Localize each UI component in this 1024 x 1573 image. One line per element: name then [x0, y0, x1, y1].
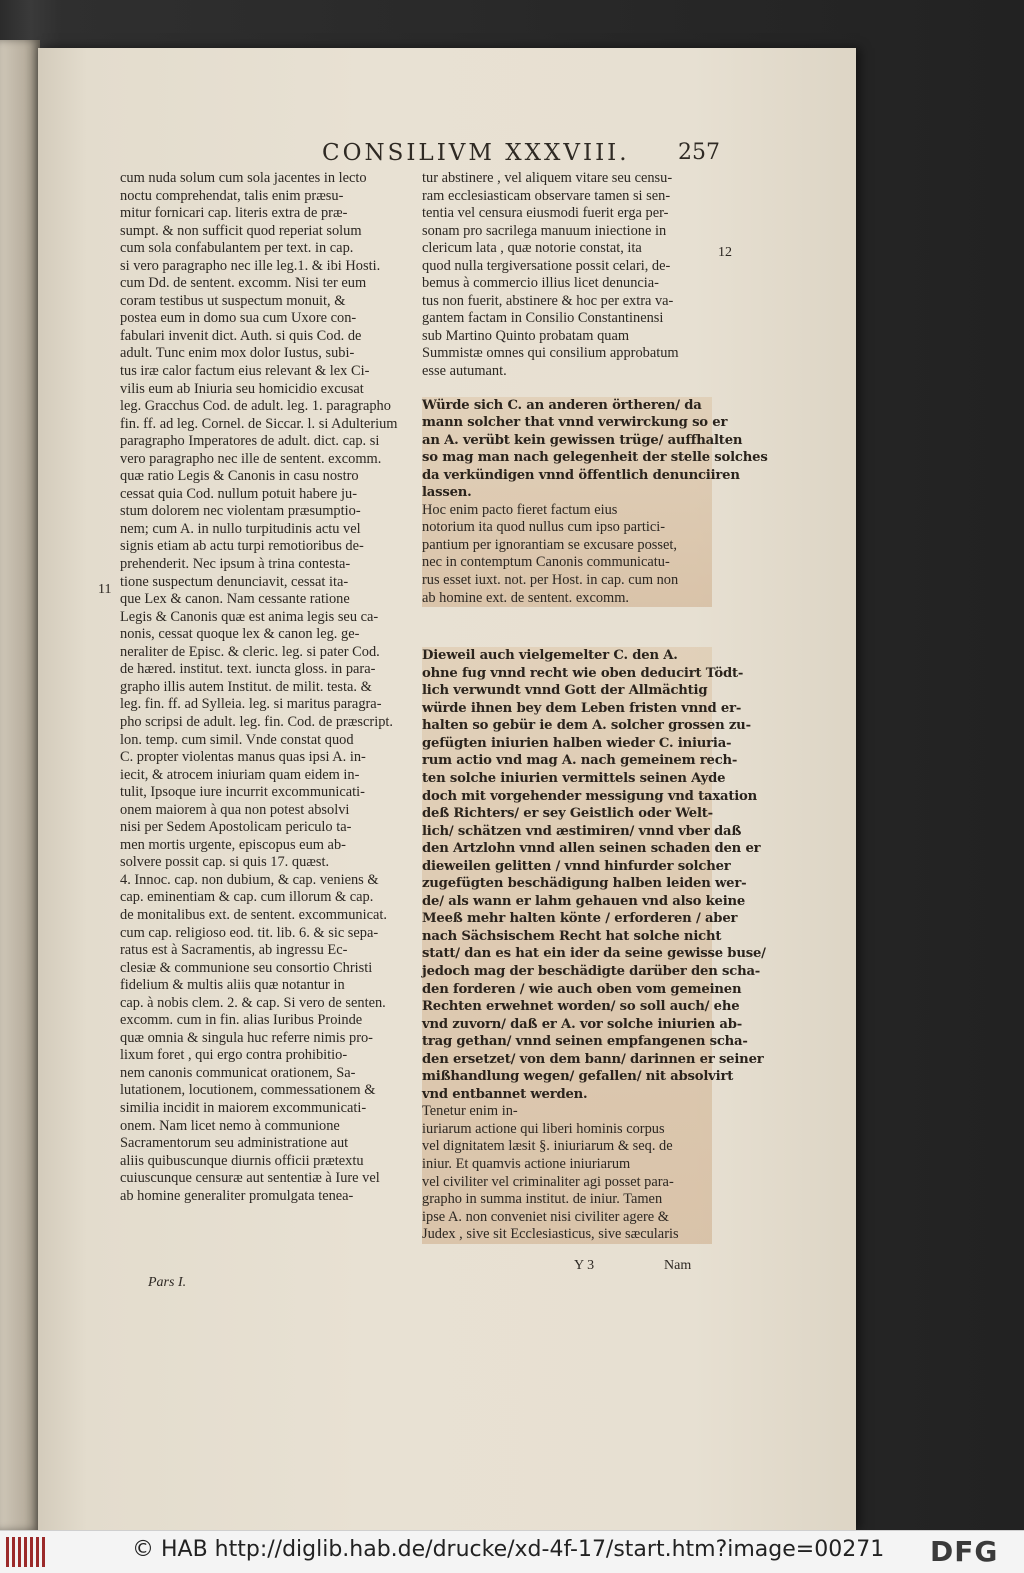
text-line: notorium ita quod nullus cum ipso partici-	[422, 519, 666, 536]
german-text-line: zugefügten beschädigung halben leiden wer-	[422, 876, 747, 892]
german-text-line: deß Richters/ er sey Geistlich oder Welt-	[422, 806, 713, 822]
text-line: ipse A. non conveniet nisi civiliter agere &	[422, 1208, 669, 1225]
german-text-line: jedoch mag der beschädigte darüber den scha-	[422, 963, 761, 979]
german-text-line: trag gethan/ vnnd seinen empfangenen scha-	[422, 1034, 748, 1050]
text-line: tione suspectum denunciavit, cessat ita-	[120, 573, 349, 590]
text-line: cuiuscunque censuræ aut sententiæ à Iure vel	[120, 1170, 380, 1187]
german-text-line: statt/ dan es hat ein ider da seine gewisse buse/	[422, 946, 766, 962]
page-number: 257	[678, 140, 720, 165]
text-line: solvere possit cap. si quis 17. quæst.	[120, 854, 330, 871]
block-gap	[422, 381, 712, 397]
german-text-line: lich verwundt vnnd Gott der Allmächtig	[422, 683, 708, 699]
pars-note: Pars I.	[148, 1275, 187, 1290]
text-line: lutationem, locutionem, commessationem &	[120, 1082, 376, 1099]
text-line: cum sola confabulantem per text. in cap.	[120, 240, 354, 257]
german-text-line: Rechten erwehnet worden/ so soll auch/ ehe	[422, 999, 740, 1015]
signature-mark: Y 3	[574, 1258, 595, 1273]
text-line: tentia vel censura eiusmodi fuerit erga per-	[422, 205, 669, 222]
text-line: nonis, cessat quoque lex & canon leg. ge-	[120, 626, 360, 643]
german-text-line: ten solche iniurien vermittels seinen Ayde	[422, 770, 726, 786]
text-line: fin. ff. ad leg. Cornel. de Siccar. l. si Adulterium	[120, 415, 398, 432]
text-line: rus esset iuxt. not. per Host. in cap. cum non	[422, 572, 679, 589]
text-line: Sacramentorum seu administratione aut	[120, 1135, 349, 1152]
text-line: aliis quibuscunque diurnis officii prætextu	[120, 1152, 364, 1169]
catchword: Nam	[664, 1258, 692, 1273]
text-line: si vero paragrapho nec ille leg.1. & ibi Hosti.	[120, 257, 381, 274]
text-line: lon. temp. cum simil. Vnde constat quod	[120, 731, 354, 748]
previous-page-edge	[0, 40, 40, 1530]
text-line: gantem factam in Consilio Constantinensi	[422, 310, 664, 327]
text-line: leg. Gracchus Cod. de adult. leg. 1. paragrapho	[120, 398, 391, 415]
text-line: mitur fornicari cap. literis extra de præ-	[120, 205, 348, 222]
text-line: Summistæ omnes qui consilium approbatum	[422, 345, 679, 362]
text-line: quæ ratio Legis & Canonis in casu nostro	[120, 468, 359, 485]
text-line: de monitalibus ext. de sentent. excommunicat.	[120, 906, 387, 923]
text-line: sonam pro sacrilega manuum iniectione in	[422, 222, 667, 239]
text-line: bemus à commercio illius licet denuncia-	[422, 275, 659, 292]
german-text-line: mißhandlung wegen/ gefallen/ nit absolvirt	[422, 1069, 734, 1085]
text-line: nem; cum A. in nullo turpitudinis actu vel	[120, 520, 361, 537]
text-line: nem canonis communicat orationem, Sa-	[120, 1064, 356, 1081]
dfg-logo: DFG	[930, 1535, 999, 1568]
text-line: tus non fuerit, abstinere & hoc per extra va-	[422, 292, 674, 309]
text-line: onem. Nam licet nemo à communione	[120, 1117, 340, 1134]
text-line: vero paragrapho nec ille de sentent. excomm.	[120, 450, 382, 467]
text-line: excomm. cum in fin. alias Iuribus Proinde	[120, 1012, 363, 1029]
margin-number-left: 11	[98, 582, 112, 597]
text-line: similia incidit in maiorem excommunicati-	[120, 1099, 367, 1116]
text-line: neraliter de Episc. & cleric. leg. si pater Cod.	[120, 643, 380, 660]
text-line: cap. à nobis clem. 2. & cap. Si vero de senten.	[120, 994, 386, 1011]
text-line: ab homine generaliter promulgata tenea-	[120, 1187, 354, 1204]
text-line: signis etiam ab actu turpi remotioribus de-	[120, 538, 364, 555]
text-line: postea eum in domo sua cum Uxore con-	[120, 310, 357, 327]
left-column	[120, 170, 408, 1280]
text-line: vel dignitatem læsit §. iniuriarum & seq. de	[422, 1138, 673, 1155]
text-line: cessat quia Cod. nullum potuit habere ju-	[120, 485, 357, 502]
text-line: prehenderit. Nec ipsum à trina contesta-	[120, 556, 351, 573]
text-line: quæ omnia & singula huc referre nimis pro-	[120, 1029, 373, 1046]
text-line: pho scripsi de adult. leg. fin. Cod. de præscript.	[120, 713, 393, 730]
text-line: clericum lata , quæ notorie constat, ita	[422, 240, 642, 257]
text-line: leg. fin. ff. ad Sylleia. leg. si maritus paragra-	[120, 696, 382, 713]
footer-bar	[0, 1530, 1024, 1573]
text-line: onem maiorem à qua non potest absolvi	[120, 801, 350, 818]
german-text-line: halten so gebür ie dem A. solcher grossen zu-	[422, 718, 751, 734]
text-line: fabulari invenit dict. Auth. si quis Cod. de	[120, 327, 362, 344]
right-block-german-1	[422, 397, 768, 608]
text-line: lixum foret , qui ergo contra prohibitio-	[120, 1047, 348, 1064]
text-line: vilis eum ab Iniuria seu homicidio excusat	[120, 380, 364, 397]
german-text-line: würde ihnen bey dem Leben fristen vnnd er-	[422, 700, 742, 716]
right-block-german-2	[422, 647, 766, 1244]
text-line: tur abstinere , vel aliquem vitare seu censu-	[422, 170, 673, 186]
german-text-line: Dieweil auch vielgemelter C. den A.	[422, 648, 678, 664]
german-text-line: gefügten iniurien halben wieder C. iniuria-	[422, 735, 732, 751]
text-line: iuriarum actione qui liberi hominis corpus	[422, 1120, 665, 1137]
german-text-line: den ersetzet/ von dem bann/ darinnen er seiner	[422, 1051, 764, 1067]
german-text-line: dieweilen gelitten / vnnd hinfurder solcher	[422, 858, 731, 874]
german-text-line: den forderen / wie auch oben vom gemeinen	[422, 981, 742, 997]
text-line: Judex , sive sit Ecclesiasticus, sive sæcularis	[422, 1226, 679, 1243]
hab-logo-icon	[6, 1537, 46, 1567]
text-line: C. propter violentas manus quas ipsi A. in-	[120, 749, 366, 766]
text-line: grapho in summa institut. de iniur. Tamen	[422, 1191, 663, 1208]
text-line: grapho illis autem Institut. de milit. testa. &	[120, 678, 372, 695]
text-line: ram ecclesiasticam observare tamen si sen-	[422, 187, 671, 204]
text-line: quod nulla tergiversatione possit celari, de-	[422, 257, 671, 274]
text-line: Hoc enim pacto fieret factum eius	[422, 501, 618, 518]
text-line: nec in contemptum Canonis communicatu-	[422, 554, 670, 571]
text-line: que Lex & canon. Nam cessante ratione	[120, 591, 350, 608]
german-text-line: den Artzlohn vnnd allen seinen schaden den er	[422, 841, 761, 857]
text-line: tulit, Ipsoque iure incurrit excommunicati-	[120, 784, 365, 801]
german-text-line: nach Sächsischem Recht hat solche nicht	[422, 928, 722, 944]
german-text-line: mann solcher that vnnd verwirckung so er	[422, 415, 728, 431]
text-line: cum Dd. de sentent. excomm. Nisi ter eum	[120, 275, 367, 292]
running-head: CONSILIVM XXXVIII.	[322, 140, 630, 166]
text-line: 4. Innoc. cap. non dubium, & cap. veniens &	[120, 871, 379, 888]
text-line: de hæred. institut. text. iuncta gloss. in para-	[120, 661, 376, 678]
text-line: stum dolorem nec violentam præsumptio-	[120, 503, 361, 520]
text-line: ratus est à Sacramentis, ab ingressu Ec-	[120, 942, 348, 959]
german-text-line: rum actio vnd mag A. nach gemeinem rech-	[422, 753, 738, 769]
footer-url[interactable]: © HAB http://diglib.hab.de/drucke/xd-4f-17/start.htm?image=00271	[132, 1537, 885, 1562]
right-block-latin-1	[422, 170, 712, 381]
text-line: sub Martino Quinto probatam quam	[422, 327, 630, 344]
german-text-line: doch mit vorgehender messigung vnd taxation	[422, 788, 758, 804]
text-line: iecit, & atrocem iniuriam quam eidem in-	[120, 766, 360, 783]
text-line: ab homine ext. de sentent. excomm.	[422, 589, 630, 606]
text-line: iniur. Et quamvis actione iniuriarum	[422, 1155, 631, 1172]
german-text-line: so mag man nach gelegenheit der stelle solches	[422, 450, 768, 466]
german-text-line: da verkündigen vnnd öffentlich denunciiren	[422, 467, 740, 483]
text-line: cum cap. religioso eod. tit. lib. 6. & sic sepa-	[120, 924, 379, 941]
text-line: pantium per ignorantiam se excusare posset,	[422, 536, 677, 553]
text-line: adult. Tunc enim mox dolor Iustus, subi-	[120, 345, 355, 362]
german-text-line: Würde sich C. an anderen örtheren/ da	[422, 397, 702, 413]
text-line: nisi per Sedem Apostolicam periculo ta-	[120, 819, 352, 836]
german-text-line: vnd zuvorn/ daß er A. vor solche iniurien ab-	[422, 1016, 743, 1032]
text-line: sumpt. & non sufficit quod reperiat solum	[120, 222, 362, 239]
text-line: paragrapho Imperatores de adult. dict. cap. si	[120, 433, 380, 450]
german-text-line: vnd entbannet werden.	[422, 1086, 588, 1102]
german-text-line: lassen.	[422, 485, 472, 501]
text-line: Legis & Canonis quæ est anima legis seu ca-	[120, 608, 379, 625]
german-text-line: de/ als wann er lahm gehauen vnd also keine	[422, 893, 746, 909]
german-text-line: lich/ schätzen vnd æstimiren/ vnnd vber daß	[422, 823, 742, 839]
german-text-line: ohne fug vnnd recht wie oben deducirt Tödt-	[422, 665, 744, 681]
text-line: fidelium & multis aliis quæ notantur in	[120, 977, 345, 994]
text-line: coram testibus ut suspectum monuit, &	[120, 292, 346, 309]
text-line: tus iræ calor factum eius relevant & lex Ci-	[120, 363, 370, 380]
text-line: noctu comprehendat, talis enim præsu-	[120, 187, 344, 204]
margin-number-right: 12	[718, 245, 732, 260]
text-line: cum nuda solum cum sola jacentes in lecto	[120, 170, 367, 186]
text-line: Tenetur enim in-	[422, 1103, 518, 1120]
german-text-line: Meeß mehr halten könte / erforderen / aber	[422, 911, 738, 927]
text-line: men mortis urgente, episcopus eum ab-	[120, 836, 346, 853]
german-text-line: an A. verübt kein gewissen trüge/ auffhalten	[422, 432, 743, 448]
text-line: cap. eminentiam & cap. cum illorum & cap.	[120, 889, 374, 906]
text-line: vel civiliter vel criminaliter agi posset para-	[422, 1173, 674, 1190]
block-gap	[422, 607, 712, 647]
text-line: esse autumant.	[422, 363, 507, 380]
text-line: clesiæ & communione seu consortio Christi	[120, 959, 373, 976]
